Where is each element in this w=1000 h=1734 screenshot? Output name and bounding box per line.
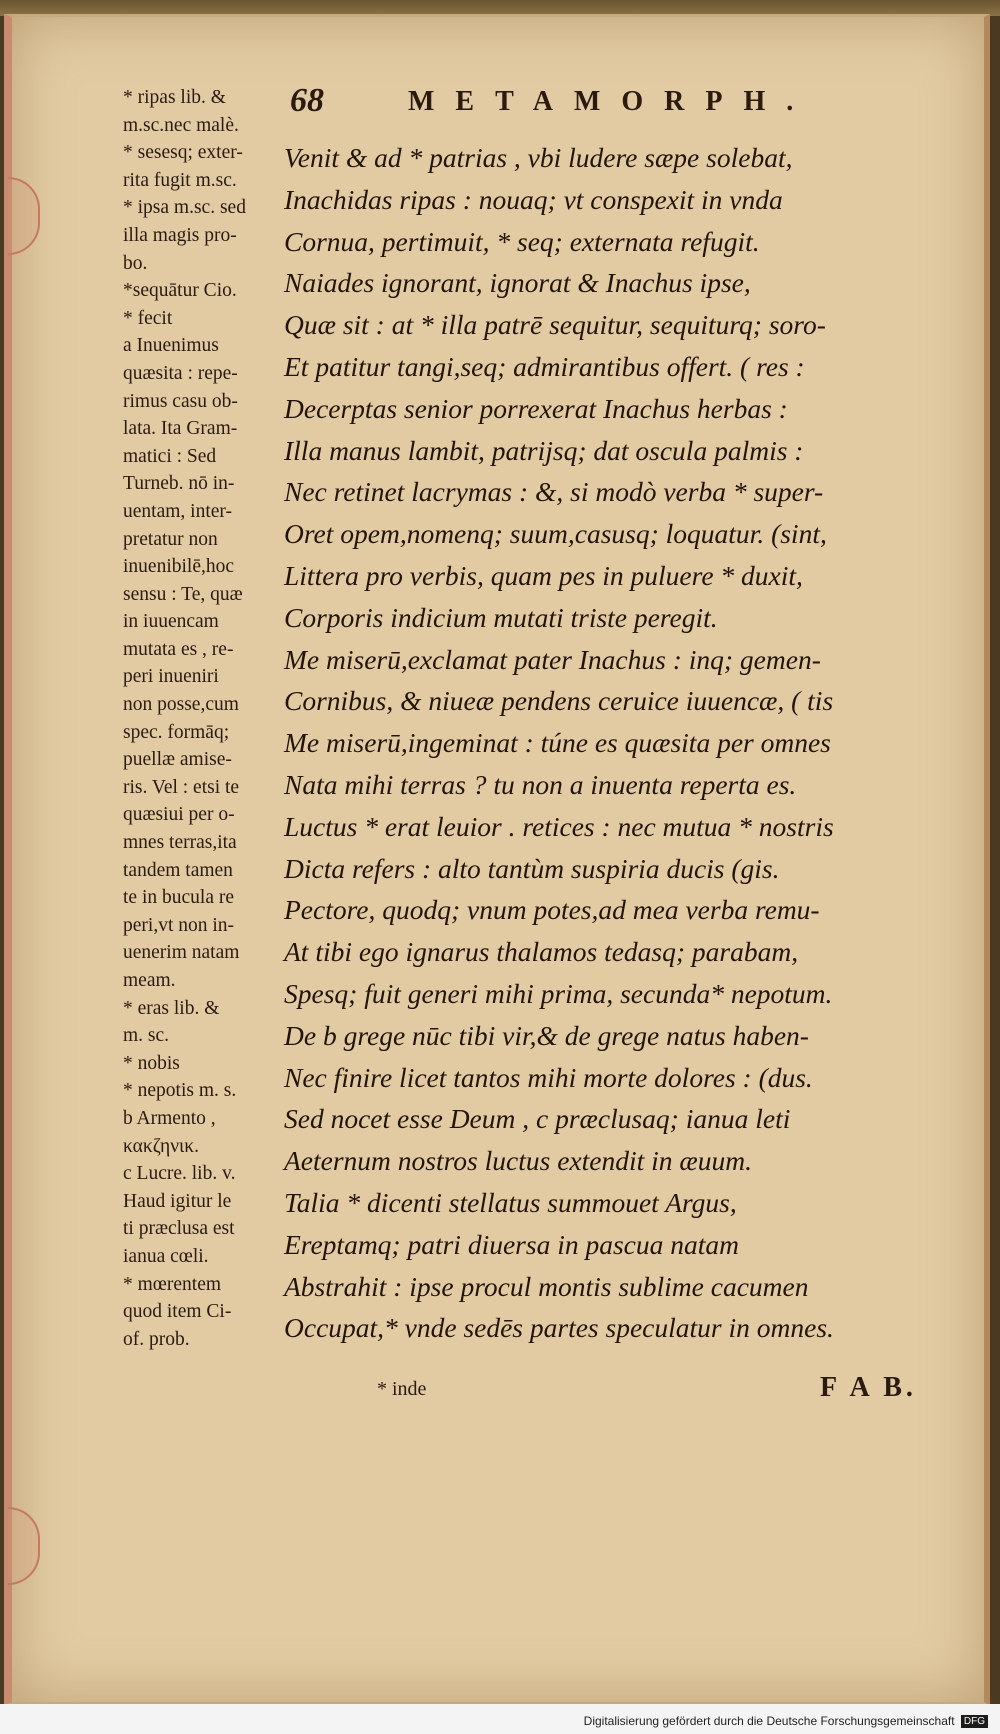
sidenote-line: *sequātur Cio. (123, 280, 237, 302)
sidenote-line: ris. Vel : etsi te (123, 776, 240, 798)
verse-line: Occupat,* vnde sedēs partes speculatur in omnes. (284, 1312, 834, 1344)
sidenote-line: lata. Ita Gram- (123, 418, 238, 440)
verse-line: Venit & ad * patrias , vbi ludere sæpe solebat, (284, 142, 793, 173)
verse-line: Nec retinet lacrymas : &, si modò verba * super- (284, 476, 824, 508)
sidenote-line: * nepotis m. s. (123, 1080, 237, 1102)
running-title: METAMORPH. (408, 86, 815, 117)
verse-line: Naiades ignorant, ignorat & Inachus ipse, (284, 267, 751, 299)
verse-line: Decerptas senior porrexerat Inachus herbas : (284, 392, 788, 424)
sidenote-line: m.sc.nec malè. (123, 114, 239, 136)
sidenote-line: uentam, inter- (123, 500, 232, 522)
sidenote-line: ti præclusa est (123, 1218, 235, 1240)
sidenote-line: sensu : Te, quæ (123, 583, 243, 605)
sidenote-line: a Inuenimus (123, 335, 219, 357)
verse-line: Littera pro verbis, quam pes in puluere * duxit, (284, 559, 803, 591)
verse-line: Talia * dicenti stellatus summouet Argus, (284, 1186, 737, 1218)
sidenote-line: quod item Ci- (123, 1301, 232, 1323)
verse-line: Nec finire licet tantos mihi morte dolores : (dus. (284, 1061, 813, 1093)
sidenote-line: * eras lib. & (123, 997, 220, 1019)
clasp-mark-top (8, 177, 40, 255)
verse-line: Me miserū,exclamat pater Inachus : inq; gemen- (284, 643, 821, 675)
sidenote-line: Haud igitur le (123, 1190, 232, 1212)
verse-line: Aeternum nostros luctus extendit in æuum. (284, 1145, 752, 1177)
verse-line: At tibi ego ignarus thalamos tedasq; parabam, (284, 936, 799, 968)
credit-text: Digitalisierung gefördert durch die Deutsche Forschungsgemeinschaft (583, 1713, 955, 1728)
sidenote-line: illa magis pro- (123, 224, 237, 246)
sidenote-line: m. sc. (123, 1025, 170, 1047)
sidenote-line: b Armento , (123, 1107, 216, 1129)
verse-line: Cornua, pertimuit, * seq; externata refugit. (284, 225, 760, 257)
sidenote-line: rimus casu ob- (123, 390, 238, 412)
sidenote-line: quæsiui per o- (123, 804, 235, 826)
sidenote-line: Turneb. nō in- (123, 473, 235, 495)
verse-line: Dicta refers : alto tantùm suspiria ducis (gis. (284, 852, 780, 884)
verse-line: Nata mihi terras ? tu non a inuenta reperta es. (284, 768, 797, 800)
clasp-mark-bottom (8, 1507, 40, 1585)
sidenote-line: mutata es , re- (123, 638, 234, 660)
sidenote-line: mnes terras,ita (123, 832, 237, 854)
sidenote-line: * nobis (123, 1052, 180, 1074)
sidenote-line: non posse,cum (123, 694, 239, 716)
sidenote-line: * mœrentem (123, 1273, 222, 1295)
verse-line: Inachidas ripas : nouaq; vt conspexit in vnda (284, 183, 783, 215)
sidenote-line: * fecit (123, 307, 173, 329)
sidenote-line: in iuuencam (123, 611, 219, 633)
sidenote-line: spec. formāq; (123, 721, 230, 743)
verse-text (284, 137, 934, 1349)
sidenote-line: te in bucula re (123, 887, 234, 909)
catchword: * inde (377, 1378, 427, 1400)
sidenote-line: of. prob. (123, 1328, 190, 1350)
marginal-notes (123, 84, 273, 1353)
verse-line: Pectore, quodq; vnum potes,ad mea verba remu- (284, 894, 820, 926)
sidenote-line: matici : Sed (123, 445, 217, 467)
verse-line: Spesq; fuit generi mihi prima, secunda* nepotum. (284, 977, 833, 1009)
verse-line: De b grege nūc tibi vir,& de grege natus haben- (284, 1019, 809, 1051)
sidenote-line: pretatur non (123, 528, 218, 550)
sidenote-line: ianua cœli. (123, 1245, 209, 1267)
sidenote-line: inuenibilē,hoc (123, 556, 235, 578)
verse-line: Ereptamq; patri diuersa in pascua natam (284, 1228, 739, 1260)
sidenote-line: meam. (123, 970, 176, 991)
sidenote-line: * sesesq; exter- (123, 142, 243, 164)
sidenote-line: rita fugit m.sc. (123, 169, 237, 191)
verse-line: Oret opem,nomenq; suum,casusq; loquatur. (sint, (284, 518, 827, 550)
digitization-credit (584, 1714, 988, 1728)
verse-line: Abstrahit : ipse procul montis sublime cacumen (284, 1270, 809, 1302)
sidenote-line: * ripas lib. & (123, 87, 226, 108)
sidenote-line: c Lucre. lib. v. (123, 1163, 236, 1185)
sidenote-line: peri,vt non in- (123, 914, 235, 936)
signature-mark: F A B. (820, 1372, 917, 1403)
sidenote-line: peri inueniri (123, 666, 219, 688)
sidenote-line: uenerim natam (123, 942, 240, 964)
sidenote-line: * ipsa m.sc. sed (123, 197, 246, 219)
verse-line: Sed nocet esse Deum , c præclusaq; ianua leti (284, 1103, 791, 1135)
verse-line: Quæ sit : at * illa patrē sequitur, sequiturq; soro- (284, 309, 826, 341)
verse-line: Me miserū,ingeminat : túne es quæsita per omnes (284, 727, 831, 759)
verse-line: Cornibus, & niueæ pendens ceruice iuuencæ, ( tis (284, 685, 834, 717)
dfg-logo: DFG (961, 1715, 988, 1728)
sidenote-line: tandem tamen (123, 859, 233, 881)
sidenote-line: puellæ amise- (123, 749, 232, 771)
verse-line: Et patitur tangi,seq; admirantibus offert. ( res : (284, 350, 805, 382)
page-number: 68 (290, 82, 324, 119)
verse-line: Illa manus lambit, patrijsq; dat oscula palmis : (284, 434, 804, 466)
sidenote-line: bo. (123, 252, 148, 274)
verse-line: Luctus * erat leuior . retices : nec mutua * nostris (284, 810, 834, 842)
sidenote-line: κακζηνικ. (123, 1135, 199, 1157)
sidenote-line: quæsita : repe- (123, 362, 238, 384)
verse-line: Corporis indicium mutati triste peregit. (284, 601, 718, 633)
